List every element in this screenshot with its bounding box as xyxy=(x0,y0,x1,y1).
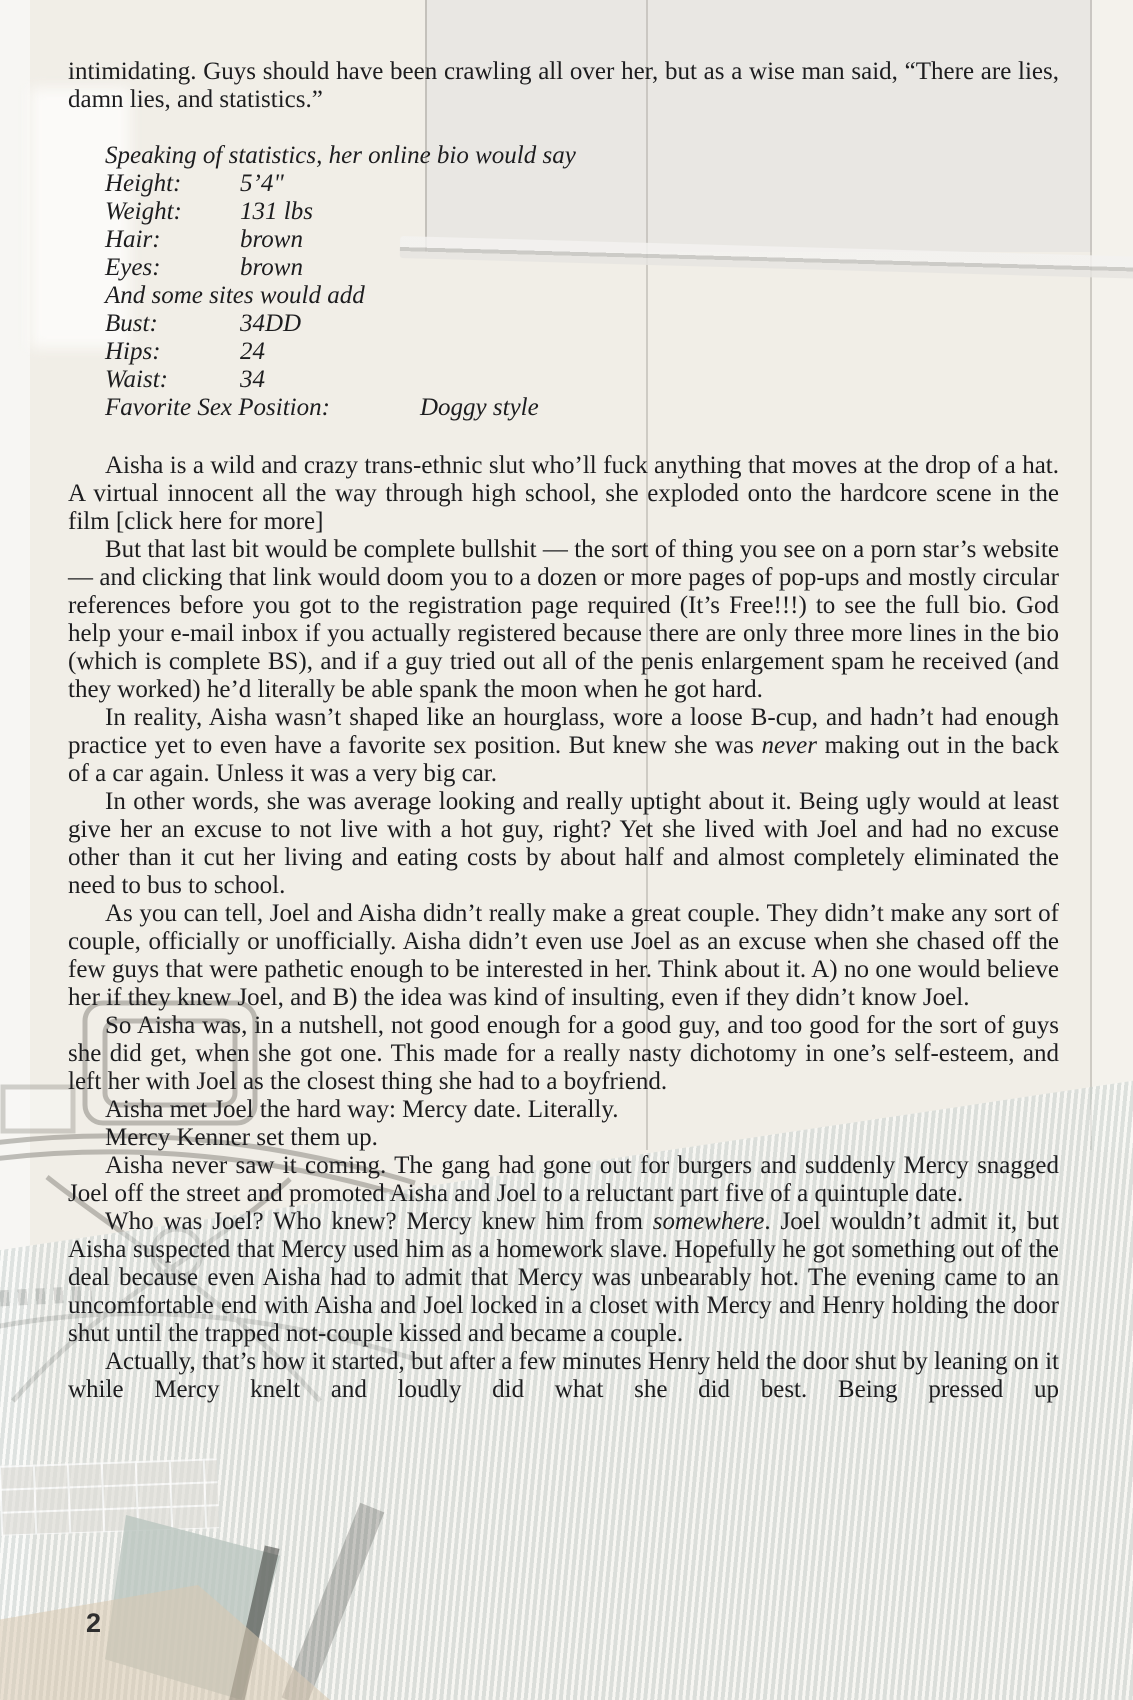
paragraph: Aisha met Joel the hard way: Mercy date. Literally. xyxy=(105,1096,619,1123)
paragraph: Who was Joel? Who knew? Mercy knew him from somewhere. Joel wouldn’t admit it, but Aisha suspected that Mercy used him as a homework slave. Hopefully he got something out of the deal because even Aisha had to admit that Mercy was unbearably hot. The evening came to an uncomfortable end with Aisha and Joel locked in a closet with Mercy and Henry holding the door shut until the trapped not-couple kissed and became a couple. xyxy=(68,1208,1059,1347)
body-paragraphs-slot xyxy=(68,452,1059,1404)
bio-intro-line: Speaking of statistics, her online bio would say xyxy=(105,142,576,169)
bio-stat-row: Height: 5’4" xyxy=(105,170,284,197)
page-number: 2 xyxy=(86,1608,102,1638)
paragraph: But that last bit would be complete bullshit — the sort of thing you see on a porn star’s website — and clicking that link would doom you to a dozen or more pages of pop-ups and mostly circular references before you got to the registration page required (It’s Free!!!) to see the full bio. God help your e-mail inbox if you actually registered because there are only three more lines in the bio (which is complete BS), and if a guy tried out all of the penis enlargement spam he received (and they worked) he’d literally be able spank the moon when he got hard. xyxy=(68,536,1059,703)
paragraph: Mercy Kenner set them up. xyxy=(105,1124,378,1151)
bio-stat-row: Favorite Sex Position: Doggy style xyxy=(105,394,539,421)
paragraph: Actually, that’s how it started, but after a few minutes Henry held the door shut by leaning on it while Mercy knelt and loudly did what she did best. Being pressed up xyxy=(68,1348,1059,1403)
opening-paragraph-slot xyxy=(68,58,1059,114)
bio-stat-row: Waist: 34 xyxy=(105,366,265,393)
bio-stat-row: Weight: 131 lbs xyxy=(105,198,313,225)
bio-stat-row: Eyes: brown xyxy=(105,254,303,281)
paragraph: In reality, Aisha wasn’t shaped like an hourglass, wore a loose B-cup, and hadn’t had enough practice yet to even have a favorite sex position. But knew she was never making out in the back of a car again. Unless it was a very big car. xyxy=(68,704,1059,787)
bio-intro-line: And some sites would add xyxy=(105,282,365,309)
paragraph: Aisha is a wild and crazy trans-ethnic slut who’ll fuck anything that moves at the drop of a hat. A virtual innocent all the way through high school, she exploded onto the hardcore scene in the film [click here for more] xyxy=(68,452,1059,535)
paragraph: intimidating. Guys should have been crawling all over her, but as a wise man said, “There are lies, damn lies, and statistics.” xyxy=(68,58,1059,113)
online-bio-block xyxy=(105,142,1059,422)
bio-stat-row: Hips: 24 xyxy=(105,338,265,365)
bio-stat-row: Bust: 34DD xyxy=(105,310,302,337)
paragraph: Aisha never saw it coming. The gang had gone out for burgers and suddenly Mercy snagged Joel off the street and promoted Aisha and Joel to a reluctant part five of a quintuple date. xyxy=(68,1152,1059,1207)
paragraph: In other words, she was average looking and really uptight about it. Being ugly would at least give her an excuse to not live with a hot guy, right? Yet she lived with Joel and had no excuse other than it cut her living and eating costs by about half and almost completely eliminated the need to bus to school. xyxy=(68,788,1059,899)
bio-stat-row: Hair: brown xyxy=(105,226,303,253)
paragraph: As you can tell, Joel and Aisha didn’t really make a great couple. They didn’t make any sort of couple, officially or unofficially. Aisha didn’t even use Joel as an excuse when she chased off the few guys that were pathetic enough to be interested in her. Think about it. A) no one would believe her if they knew Joel, and B) the idea was kind of insulting, even if they didn’t know Joel. xyxy=(68,900,1059,1011)
paragraph: So Aisha was, in a nutshell, not good enough for a good guy, and too good for the sort of guys she did get, when she got one. This made for a really nasty dichotomy in one’s self-esteem, and left her with Joel as the closest thing she had to a boyfriend. xyxy=(68,1012,1059,1095)
